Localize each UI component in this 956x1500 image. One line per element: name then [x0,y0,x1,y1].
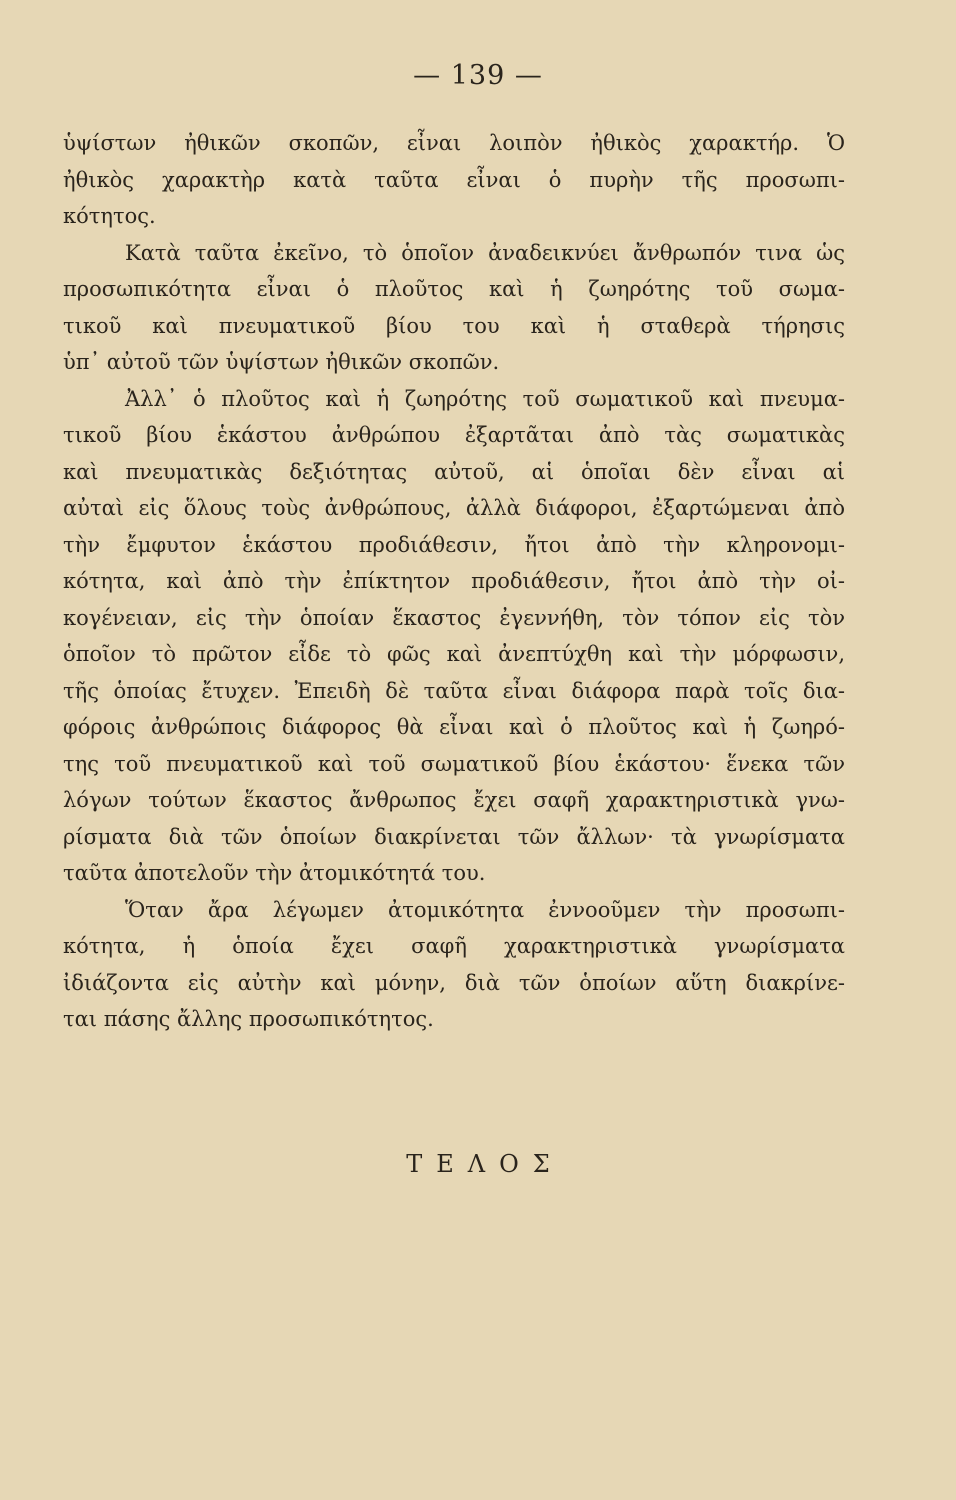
text-line: ὑπ᾿ αὐτοῦ τῶν ὑψίστων ἠθικῶν σκοπῶν. [63,350,500,374]
text-line: ὁποῖον τὸ πρῶτον εἶδε τὸ φῶς καὶ ἀνεπτύχθη καὶ τὴν μόρφωσιν, [63,642,845,666]
text-line: κότητα, καὶ ἀπὸ τὴν ἐπίκτητον προδιάθεσιν, ἤτοι ἀπὸ τὴν οἰ- [63,569,845,593]
page-number: — 139 — [413,60,543,91]
text-line: φόροις ἀνθρώποις διάφορος θὰ εἶναι καὶ ὁ πλοῦτος καὶ ἡ ζωηρό- [63,715,845,739]
text-line: τικοῦ καὶ πνευματικοῦ βίου του καὶ ἡ σταθερὰ τήρησις [63,313,845,338]
text-line: Κατὰ ταῦτα ἐκεῖνο, τὸ ὁποῖον ἀναδεικνύει ἄνθρωπόν τινα ὡς [125,240,845,265]
text-line: ται πάσης ἄλλης προσωπικότητος. [63,1007,434,1031]
text-line: προσωπικότητα εἶναι ὁ πλοῦτος καὶ ἡ ζωηρότης τοῦ σωμα- [63,277,845,301]
text-line: ρίσματα διὰ τῶν ὁποίων διακρίνεται τῶν ἄλλων· τὰ γνωρίσματα [63,824,845,849]
text-line: κότητος. [63,204,156,228]
text-line: Ἀλλ᾿ ὁ πλοῦτος καὶ ἡ ζωηρότης τοῦ σωματικοῦ καὶ πνευμα- [125,386,845,411]
text-line: της τοῦ πνευματικοῦ καὶ τοῦ σωματικοῦ βίου ἑκάστου· ἕνεκα τῶν [63,751,845,776]
text-line: τικοῦ βίου ἑκάστου ἀνθρώπου ἐξαρτᾶται ἀπὸ τὰς σωματικὰς [63,423,845,447]
text-line: τῆς ὁποίας ἔτυχεν. Ἐπειδὴ δὲ ταῦτα εἶναι διάφορα παρὰ τοῖς δια- [63,678,845,703]
text-line: ἰδιάζοντα εἰς αὐτὴν καὶ μόνην, διὰ τῶν ὁποίων αὕτη διακρίνε- [63,970,845,995]
text-line: κογένειαν, εἰς τὴν ὁποίαν ἕκαστος ἐγεννήθη, τὸν τόπον εἰς τὸν [63,605,845,630]
text-line: τὴν ἔμφυτον ἑκάστου προδιάθεσιν, ἤτοι ἀπὸ τὴν κληρονομι- [63,532,845,557]
text-line: καὶ πνευματικὰς δεξιότητας αὐτοῦ, αἱ ὁποῖαι δὲν εἶναι αἱ [63,459,845,484]
text-line: κότητα, ἡ ὁποία ἔχει σαφῆ χαρακτηριστικὰ γνωρίσματα [63,934,845,958]
body-text [63,125,845,1038]
text-line: ὑψίστων ἠθικῶν σκοπῶν, εἶναι λοιπὸν ἠθικὸς χαρακτήρ. Ὁ [63,131,845,155]
text-line: Ὅταν ἄρα λέγωμεν ἀτομικότητα ἐννοοῦμεν τὴν προσωπι- [125,897,845,922]
text-line: λόγων τούτων ἕκαστος ἄνθρωπος ἔχει σαφῆ χαρακτηριστικὰ γνω- [63,788,845,812]
ending-title: ΤΕΛΟΣ [406,1150,564,1178]
text-line: ταῦτα ἀποτελοῦν τὴν ἀτομικότητά του. [63,861,486,885]
text-line: ἠθικὸς χαρακτὴρ κατὰ ταῦτα εἶναι ὁ πυρὴν τῆς προσωπι- [63,167,845,192]
text-line: αὐταὶ εἰς ὅλους τοὺς ἀνθρώπους, ἀλλὰ διάφοροι, ἐξαρτώμεναι ἀπὸ [63,496,845,520]
